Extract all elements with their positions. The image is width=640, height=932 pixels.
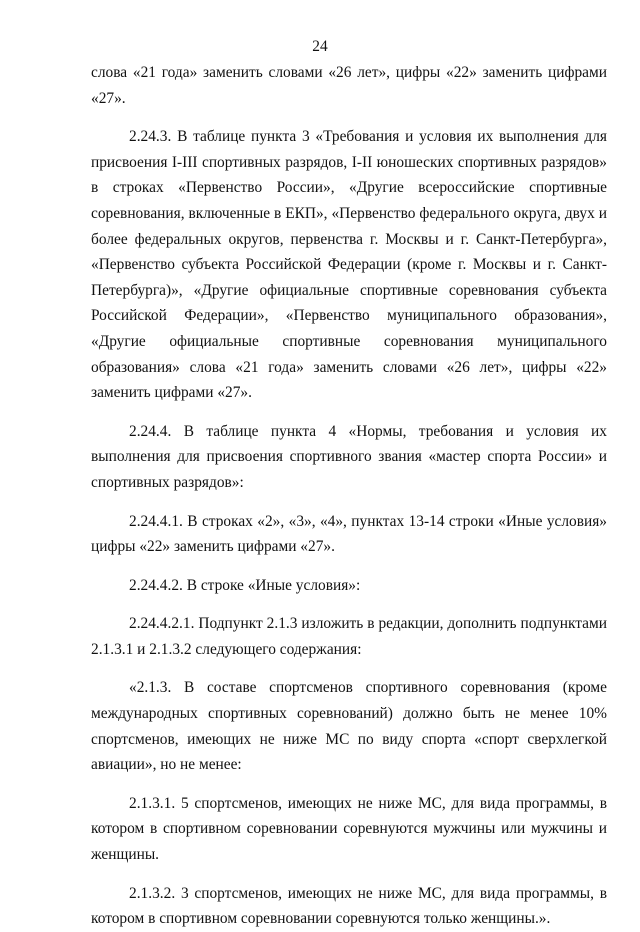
- paragraph-2-24-4-2: 2.24.4.2. В строке «Иные условия»:: [129, 576, 361, 594]
- paragraph-2-1-3: «2.1.3. В составе спортсменов спортивного соревнования (кроме международных спортивных соревнований) должно быть не менее 10% спортсменов, имеющих не ниже МС по виду спорта «спорт сверхлегкой авиации», но не менее:: [91, 679, 607, 774]
- paragraph-2-1-3-1: 2.1.3.1. 5 спортсменов, имеющих не ниже МС, для вида программы, в котором в спортивном соревновании соревнуются мужчины или мужчины и женщины.: [91, 794, 607, 864]
- paragraph-2-1-3-2: 2.1.3.2. 3 спортсменов, имеющих не ниже МС, для вида программы, в котором в спортивном соревновании соревнуются только женщины.».: [91, 884, 607, 928]
- paragraph-2-24-3: 2.24.3. В таблице пункта 3 «Требования и условия их выполнения для присвоения I-III спортивных разрядов, I-II юношеских спортивных разрядов» в строках «Первенство России», «Другие всероссийские спортивные соревнования, включенные в ЕКП», «Первенство федерального округа, двух и более федеральных округов, первенства г. Москвы и г. Санкт-Петербурга», «Первенство субъекта Российской Федерации (кроме г. Москвы и г. Санкт-Петербурга)», «Другие официальные спортивные соревнования субъекта Российской Федерации», «Первенство муниципального образования», «Другие официальные спортивные соревнования муниципального образования» слова «21 года» заменить словами «26 лет», цифры «22» заменить цифрами «27».: [91, 128, 607, 402]
- document-body: [91, 60, 607, 932]
- paragraph-2-24-4-2-1: 2.24.4.2.1. Подпункт 2.1.3 изложить в редакции, дополнить подпунктами 2.1.3.1 и 2.1.3.2 следующего содержания:: [91, 615, 607, 658]
- page-number: 24: [312, 38, 328, 55]
- paragraph-2-24-4-1: 2.24.4.1. В строках «2», «3», «4», пунктах 13-14 строки «Иные условия» цифры «22» заменить цифрами «27».: [91, 512, 607, 556]
- paragraph-2-24-4: 2.24.4. В таблице пункта 4 «Нормы, требования и условия их выполнения для присвоения спортивного звания «мастер спорта России» и спортивных разрядов»:: [91, 422, 607, 491]
- paragraph-continuation: слова «21 года» заменить словами «26 лет», цифры «22» заменить цифрами «27».: [91, 64, 607, 107]
